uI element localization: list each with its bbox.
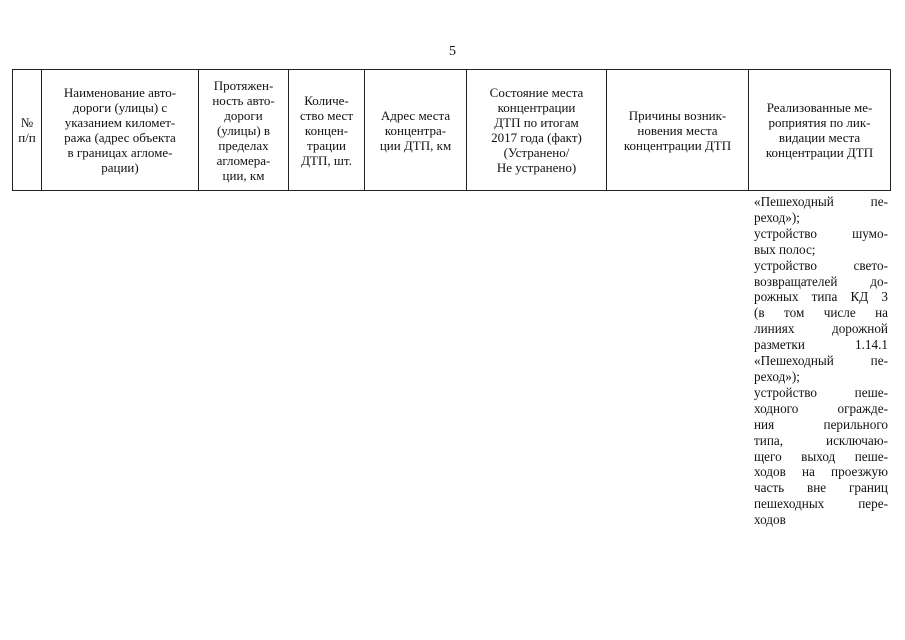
measures-line: реход»); <box>754 209 800 225</box>
measures-line: разметки 1.14.1 <box>754 337 888 353</box>
measures-line: ходов <box>754 512 786 528</box>
page-number: 5 <box>449 44 456 59</box>
header-address: Адрес места концентра- ции ДТП, км <box>365 70 467 191</box>
header-reasons: Причины возник- новения места концентрации ДТП <box>607 70 749 191</box>
measures-line: линиях дорожной <box>754 321 888 337</box>
measures-line: часть вне границ <box>754 480 888 496</box>
measures-line: пешеходных пере- <box>754 496 888 512</box>
measures-line: ходного огражде- <box>754 400 888 416</box>
measures-line: возвращателей до- <box>754 273 888 289</box>
header-length: Протяжен- ность авто- дороги (улицы) в пределах агломера- ции, км <box>199 70 289 191</box>
measures-line: щего выход пеше- <box>754 448 888 464</box>
measures-line: устройство шумо- <box>754 225 888 241</box>
measures-line: реход»); <box>754 368 800 384</box>
measures-line: рожных типа КД 3 <box>754 289 888 305</box>
measures-line: ния перильного <box>754 416 888 432</box>
measures-line: «Пешеходный пе- <box>754 353 888 369</box>
measures-line: «Пешеходный пе- <box>754 194 888 209</box>
table-header <box>12 69 891 191</box>
measures-line: вых полос; <box>754 241 816 257</box>
measures-line: типа, исключаю- <box>754 432 888 448</box>
measures-line: устройство свето- <box>754 257 888 273</box>
measures-line: ходов на проезжую <box>754 464 888 480</box>
header-row <box>13 70 891 191</box>
measures-line: (в том числе на <box>754 305 888 321</box>
header-road-name: Наименование авто- дороги (улицы) с указанием километ- ража (адрес объекта в границах агломе- рации) <box>42 70 199 191</box>
header-count: Количе- ство мест концен- трации ДТП, шт. <box>289 70 365 191</box>
header-state: Состояние места концентрации ДТП по итогам 2017 года (факт) (Устранено/ Не устранено) <box>467 70 607 191</box>
header-measures: Реализованные ме- роприятия по лик- видации места концентрации ДТП <box>749 70 891 191</box>
measures-line: устройство пеше- <box>754 384 888 400</box>
header-num: № п/п <box>13 70 42 191</box>
measures-text <box>754 194 888 528</box>
